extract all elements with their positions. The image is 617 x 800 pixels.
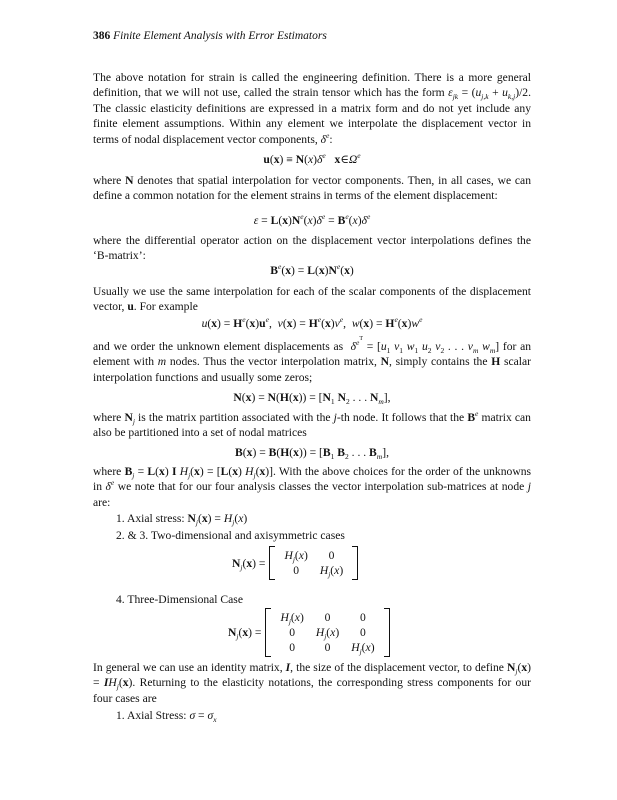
matrix-cell: 0 <box>359 626 366 639</box>
equation-component-interpolation: $u(x) = H^e(x)u^e$, $v(x) = H^e(x)v^e$, $w(x) = H^e(x)w^e$ <box>201 315 423 330</box>
paragraph-strain-definition: The above notation for strain is called the engineering definition. There is a more general definition, that we will not use, called the strain tensor which has the form $\varepsilon_{jk} = (u_{j,k} + u_{k,j})/2$. The classic elasticity definitions are expressed in a matrix form and do not yet include any finite element assumptions. Within any element we interpolate the displacement vector in terms of nodal displacement vector components, $\delta^e$: <box>93 71 531 146</box>
case-axial-stress: 1. Axial stress: $N_j(x) = H_j(x)$ <box>116 512 248 527</box>
paragraph-element-strains: where N denotes that spatial interpolation for vector components. Then, in all cases, we can define a common notation for the element strains in terms of the element displacement: <box>93 174 531 203</box>
matrix-cell: $H_j(x)$ <box>284 549 308 564</box>
case-two-dimensional: 2. & 3. Two-dimensional and axisymmetric cases <box>116 529 345 542</box>
matrix-cell: 0 <box>359 611 366 624</box>
paragraph-same-interpolation: Usually we use the same interpolation for each of the scalar components of the displacement vector, u. For example <box>93 285 531 314</box>
matrix-two-dimensional <box>232 546 358 580</box>
paragraph-unknown-order: and we order the unknown element displacements as $\delta^{e^T} = [u_1$ $v_1$ $w_1$ $u_2$ $v_2$ . . . $v_m$ $w_m$] for an element with m nodes. Thus the vector interpolation matrix, N, simply contains the H scalar interpolation functions and usually some zeros; <box>93 336 532 384</box>
paragraph-node-partition: where $N_j$ is the matrix partition associated with the j-th node. It follows that the $B^e$ matrix can also be partitioned into a set of nodal matrices <box>93 409 531 440</box>
matrix-label: $N_j(x)$ = <box>228 626 262 641</box>
matrix-cell: $H_j(x)$ <box>315 626 340 641</box>
equation-b-partition: $B(x) = B(H(x)) = [B_1$ $B_2$ . . . $B_m$], <box>235 446 389 461</box>
page-number: 386 <box>93 30 111 42</box>
equation-strain: $\varepsilon = L(x)N^e(x)\delta^e = B^e(x)\delta^e$ <box>253 212 371 227</box>
matrix-cell: 0 <box>324 611 331 624</box>
equation-b-matrix: $B^e(x) = L(x)N^e(x)$ <box>270 262 354 277</box>
paragraph-b-matrix: where the differential operator action on the displacement vector interpolations defines the ‘B-matrix’: <box>93 234 531 263</box>
matrix-cell: 0 <box>324 641 331 654</box>
matrix-cell: 0 <box>328 549 335 562</box>
case-three-dimensional: 4. Three-Dimensional Case <box>116 593 243 606</box>
matrix-cell: $H_j(x)$ <box>319 564 344 579</box>
equation-displacement-interpolation: $u(x) \equiv N(x)\delta^e$ $x\in\Omega^e$ <box>263 151 361 166</box>
stress-axial: 1. Axial Stress: $\sigma = \sigma_x$ <box>116 709 217 724</box>
matrix-cell: 0 <box>289 626 296 639</box>
matrix-body <box>269 546 358 580</box>
running-title: Finite Element Analysis with Error Estimators <box>113 30 327 42</box>
paragraph-submatrices: where $B_j = L(x)$ I $H_j(x) = [L(x)$ $H_j(x)$]. With the above choices for the order of the unknowns in $\delta^e$ we note that for our four analysis classes the vector interpolation sub-matrices at node j are: <box>93 465 532 509</box>
equation-n-partition: $N(x) = N(H(x)) = [N_1$ $N_2$ . . . $N_m$], <box>233 391 391 406</box>
matrix-cell: 0 <box>293 564 300 577</box>
matrix-cell: $H_j(x)$ <box>280 611 304 626</box>
matrix-three-dimensional <box>228 608 390 657</box>
matrix-cell: 0 <box>289 641 296 654</box>
matrix-cell: $H_j(x)$ <box>351 641 375 656</box>
matrix-body <box>265 608 389 657</box>
matrix-label: $N_j(x)$ = <box>232 556 266 572</box>
paragraph-identity-matrix: In general we can use an identity matrix, I, the size of the displacement vector, to define $N_j(x) = IH_j(x)$. Returning to the elasticity notations, the corresponding stress components for our four cases are <box>93 661 531 705</box>
running-header <box>93 30 327 42</box>
